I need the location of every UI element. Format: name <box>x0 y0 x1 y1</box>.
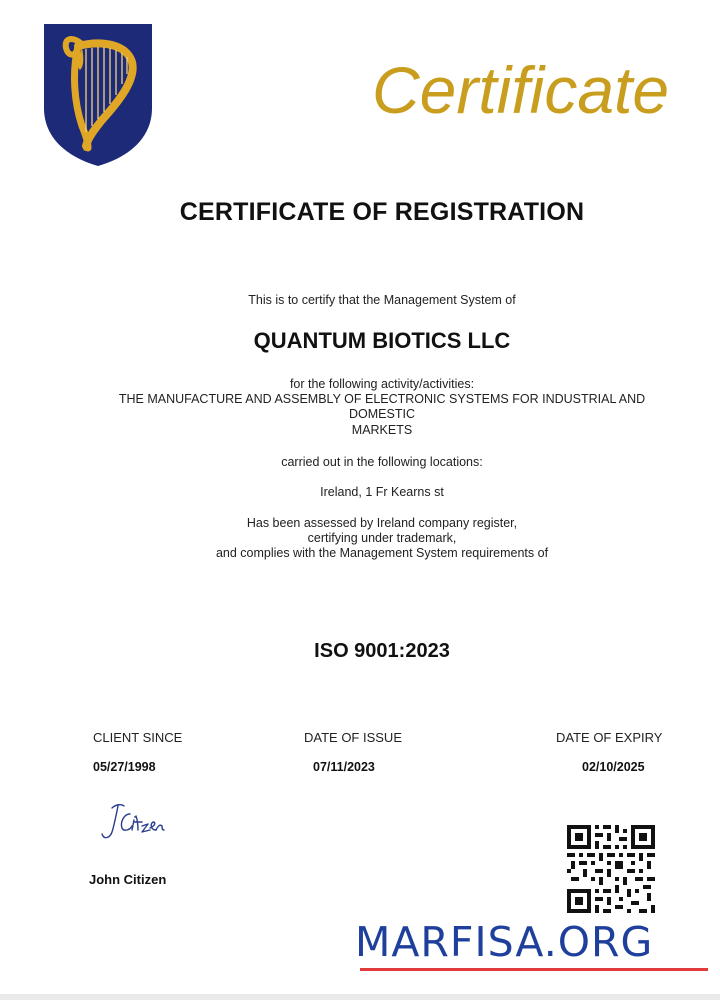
activity-lead: for the following activity/activities: <box>289 377 475 391</box>
harp-crest-icon <box>42 22 154 168</box>
assessment-line-2: certifying under trademark, <box>307 531 457 545</box>
client-since-value: 05/27/1998 <box>93 760 156 774</box>
assessment-line-1: Has been assessed by Ireland company register, <box>246 516 518 530</box>
locations-lead: carried out in the following locations: <box>281 455 483 469</box>
certificate-wordmark: Certificate <box>372 53 670 127</box>
issue-date-block <box>304 730 402 774</box>
location-address: Ireland, 1 Fr Kearns st <box>320 485 444 499</box>
company-name: QUANTUM BIOTICS LLC <box>253 328 511 353</box>
signer-name: John Citizen <box>89 872 167 887</box>
issue-date-label: DATE OF ISSUE <box>304 730 402 745</box>
signature-icon <box>98 800 168 846</box>
client-since-block <box>93 730 182 774</box>
issue-date-value: 07/11/2023 <box>313 760 375 774</box>
bottom-strip <box>0 994 720 1000</box>
activity-line-3: MARKETS <box>351 423 413 437</box>
activity-line-1: THE MANUFACTURE AND ASSEMBLY OF ELECTRONIC SYSTEMS FOR INDUSTRIAL AND <box>118 392 646 406</box>
activity-line-2: DOMESTIC <box>349 407 415 421</box>
expiry-date-block <box>556 730 662 774</box>
assessment-line-3: and complies with the Management System requirements of <box>215 546 549 560</box>
expiry-date-label: DATE OF EXPIRY <box>556 730 663 745</box>
certificate-title: CERTIFICATE OF REGISTRATION <box>179 198 585 226</box>
watermark-text: MARFISA.ORG <box>355 918 654 966</box>
intro-text: This is to certify that the Management System of <box>248 293 516 307</box>
client-since-label: CLIENT SINCE <box>93 730 183 745</box>
expiry-date-value: 02/10/2025 <box>582 760 645 774</box>
iso-standard: ISO 9001:2023 <box>314 640 450 662</box>
qr-code-icon <box>565 823 657 915</box>
watermark-underline <box>360 968 708 971</box>
